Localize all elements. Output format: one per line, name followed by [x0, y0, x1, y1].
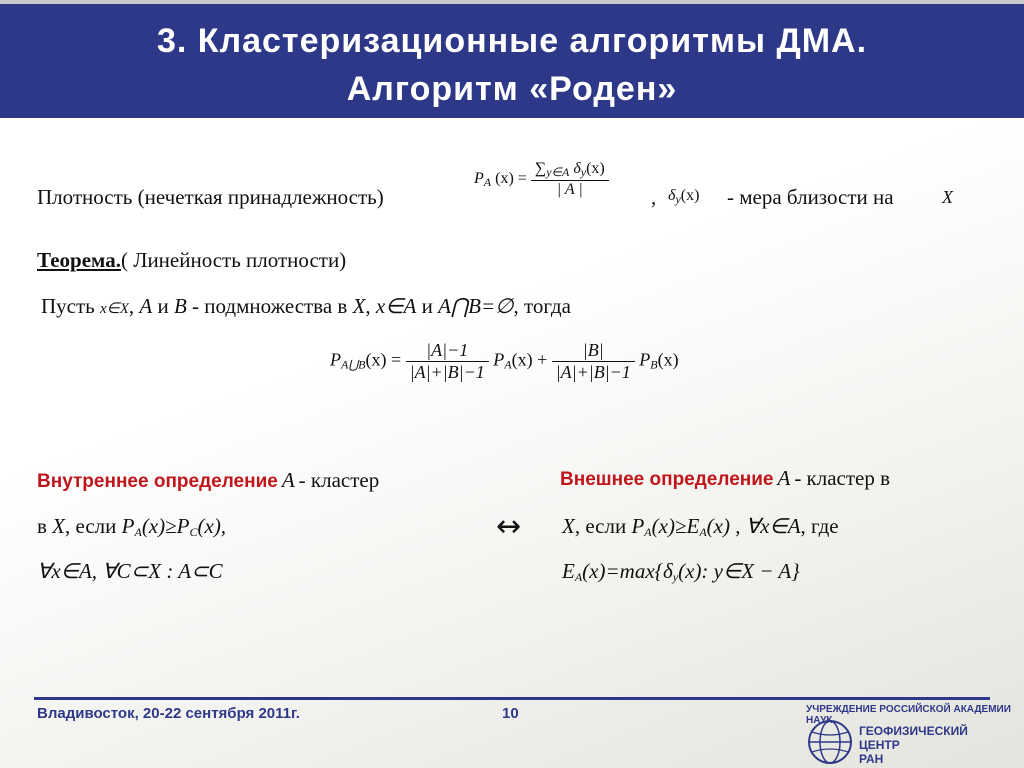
internal-cond-mid: (x)≥P	[141, 514, 190, 538]
internal-in: в	[37, 514, 47, 538]
cond-disjoint: A⋂B=∅	[438, 294, 514, 318]
logo-line2: ЦЕНТР	[859, 738, 900, 752]
external-rest: - кластер в	[794, 466, 891, 490]
slide-header	[0, 0, 1024, 118]
footer-organization: УЧРЕЖДЕНИЕ РОССИЙСКОЙ АКАДЕМИИ НАУК	[806, 704, 1011, 726]
density-P-sub: A	[483, 175, 492, 190]
and-1: и	[157, 294, 169, 318]
external-max-formula	[562, 559, 800, 585]
theorem-subtitle: ( Линейность плотности)	[120, 248, 347, 272]
theorem-title: Теорема.	[37, 248, 121, 272]
internal-rest: - кластер	[298, 468, 380, 492]
equivalence-arrow-icon: ↔	[496, 509, 522, 544]
internal-quantifier: ∀x∈A, ∀C⊂X : A⊂C	[37, 559, 223, 583]
term2-P: P	[639, 349, 651, 370]
fraction-1	[406, 340, 489, 383]
set-X: X	[352, 294, 366, 318]
lhs-P: P	[330, 349, 341, 370]
E-sub2: y	[672, 570, 679, 584]
external-cond-end: (x) ,	[706, 514, 741, 538]
logo-line1: ГЕОФИЗИЧЕСКИЙ	[859, 724, 968, 738]
delta-arg-2: (x)	[680, 187, 700, 204]
internal-title: Внутреннее определение	[37, 471, 278, 492]
sep1: ,	[128, 294, 135, 318]
measure-text: - мера близости на	[727, 185, 894, 209]
fraction-2-den: |A|+|B|−1	[552, 361, 635, 383]
logo-line3: РАН	[859, 752, 884, 766]
sum-symbol: ∑	[534, 160, 547, 177]
density-denominator: | A |	[531, 180, 609, 199]
delta-symbol: δ	[573, 160, 581, 177]
density-P: P	[474, 170, 484, 188]
slide-background	[0, 118, 1024, 768]
and-2: и	[421, 294, 433, 318]
internal-X: X	[52, 514, 65, 538]
cond-x-in-X: x∈X	[100, 301, 129, 317]
external-cond-sub: A	[644, 525, 652, 539]
E-rest: (x)=max{δ	[582, 559, 673, 583]
internal-cond-end: (x),	[197, 514, 227, 538]
density-fraction	[531, 160, 609, 199]
E-rest2: (x): y∈X − A}	[678, 559, 800, 583]
subsets-text: - подмножества в	[192, 294, 348, 318]
E-sub: A	[574, 570, 583, 584]
footer-divider	[34, 697, 990, 700]
linearity-formula	[330, 340, 679, 383]
footer-place-date: Владивосток, 20-22 сентября 2011г.	[37, 705, 300, 722]
delta-sub-2: y	[675, 192, 681, 206]
external-title: Внешнее определение	[560, 469, 774, 490]
cond-x-in-A: x∈A	[375, 294, 417, 318]
fraction-2-num: |B|	[582, 340, 604, 360]
internal-cond-sub2: C	[189, 525, 198, 539]
external-A: A	[777, 466, 791, 490]
external-heading	[560, 466, 890, 491]
external-condition	[562, 514, 839, 540]
term1-P: P	[493, 349, 505, 370]
term2-sub: B	[650, 357, 658, 372]
delta-measure	[668, 187, 699, 207]
internal-A: A	[281, 468, 295, 492]
lhs-arg: (x) =	[365, 349, 402, 370]
fraction-2	[552, 340, 635, 383]
theorem-line	[37, 248, 346, 273]
density-arg: (x) =	[495, 170, 527, 188]
fraction-1-den: |A|+|B|−1	[406, 361, 489, 383]
external-X: X	[562, 514, 575, 538]
theorem-condition	[41, 294, 571, 319]
density-formula	[474, 160, 609, 199]
slide-title-line2: Алгоритм «Роден»	[346, 70, 678, 108]
logo-text	[859, 724, 968, 766]
external-cond-sub2: A	[699, 525, 707, 539]
set-A: A	[139, 294, 153, 318]
term1-sub: A	[504, 357, 512, 372]
term1-arg: (x) +	[511, 349, 548, 370]
density-comma: ,	[651, 185, 657, 209]
slide-title-line1: 3. Кластеризационные алгоритмы ДМА.	[156, 22, 868, 60]
external-where: , где	[800, 514, 839, 538]
delta-symbol-2: δ	[668, 187, 676, 204]
globe-logo-icon	[806, 718, 854, 766]
internal-cond-sub: A	[134, 525, 142, 539]
internal-cond-P: P	[121, 514, 135, 538]
lhs-sub: A⋃B	[341, 357, 366, 372]
internal-heading	[37, 468, 379, 493]
E-symbol: E	[562, 559, 575, 583]
sep2: ,	[365, 294, 371, 318]
sum-sub: y∈A	[546, 165, 570, 179]
density-label: Плотность (нечеткая принадлежность)	[37, 185, 384, 209]
external-if: , если	[574, 514, 627, 538]
external-cond-mid: (x)≥E	[651, 514, 700, 538]
set-B: B	[173, 294, 187, 318]
internal-if: , если	[65, 514, 117, 538]
delta-sub: y	[580, 165, 587, 179]
external-cond-P: P	[631, 514, 645, 538]
page-number: 10	[502, 705, 519, 722]
then-word: , тогда	[513, 294, 571, 318]
measure-X: X	[942, 187, 953, 207]
let-word: Пусть	[41, 294, 95, 318]
external-quantifier: ∀x∈A	[745, 514, 801, 538]
internal-condition	[37, 514, 226, 540]
term2-arg: (x)	[657, 349, 679, 370]
delta-arg: (x)	[586, 160, 605, 177]
fraction-1-num: |A|−1	[426, 340, 469, 360]
